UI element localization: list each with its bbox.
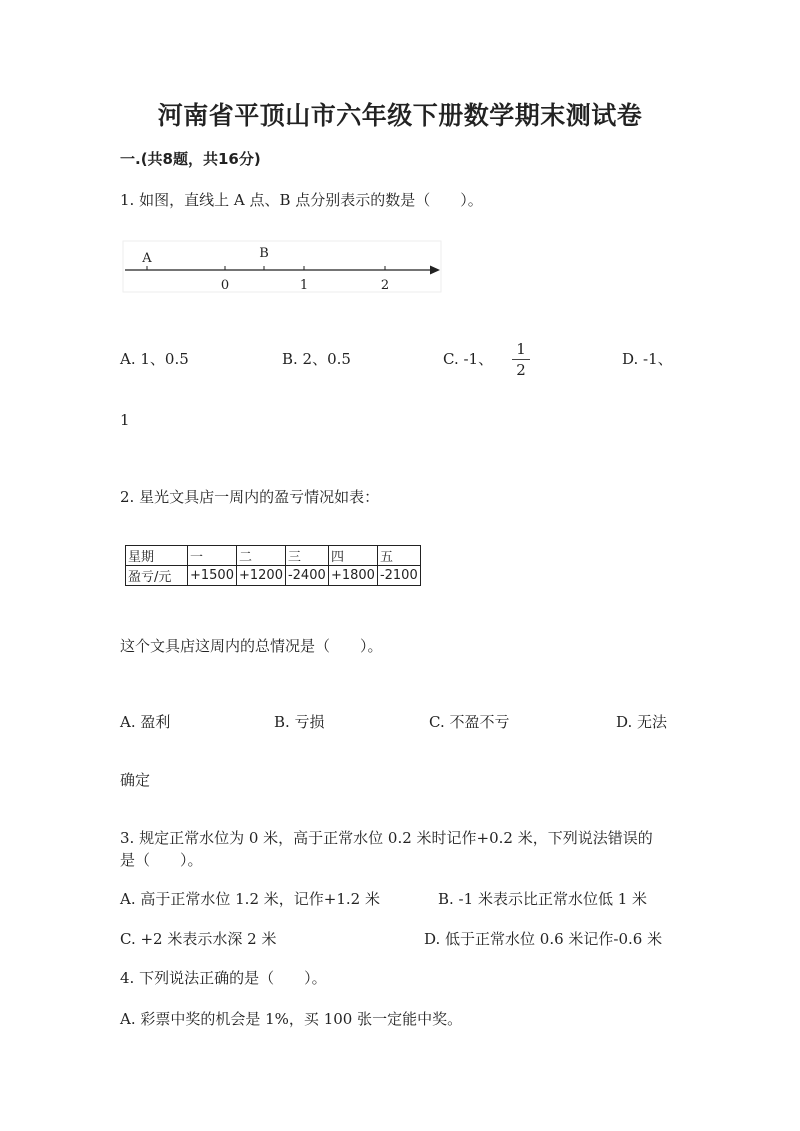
q2-option-b: B. 亏损	[274, 713, 325, 731]
q1-stem: 1. 如图，直线上 A 点、B 点分别表示的数是（ ）。	[120, 191, 483, 209]
fraction-numerator: 1	[516, 340, 526, 358]
q3-option-d: D. 低于正常水位 0.6 米记作-0.6 米	[424, 930, 663, 948]
number-line-figure	[122, 240, 444, 294]
q1-option-b: B. 2、0.5	[282, 350, 351, 368]
point-a-label: A	[142, 251, 152, 266]
q3-option-b: B. -1 米表示比正常水位低 1 米	[438, 890, 648, 908]
table-cell: 盈亏/元	[126, 566, 188, 586]
q2-option-d: D. 无法	[616, 713, 668, 731]
q4-stem: 4. 下列说法正确的是（ ）。	[120, 969, 327, 987]
table-cell: 一	[188, 546, 237, 566]
q1-option-d-continued: 1	[120, 411, 130, 429]
q3-option-c: C. +2 米表示水深 2 米	[120, 930, 277, 948]
q2-stem: 2. 星光文具店一周内的盈亏情况如表：	[120, 488, 380, 506]
q2-option-a: A. 盈利	[120, 713, 171, 731]
page-title: 河南省平顶山市六年级下册数学期末测试卷	[157, 101, 643, 130]
fraction-denominator: 2	[516, 361, 526, 379]
q2-option-c: C. 不盈不亏	[429, 713, 510, 731]
q3-option-a: A. 高于正常水位 1.2 米，记作+1.2 米	[120, 890, 380, 908]
number-line-arrow	[430, 266, 440, 275]
table-row	[126, 546, 421, 566]
q3-stem-line1: 3. 规定正常水位为 0 米，高于正常水位 0.2 米时记作+0.2 米，下列说法错误的	[120, 829, 653, 847]
table-cell: 四	[328, 546, 377, 566]
q3-stem-line2: 是（ ）。	[120, 851, 203, 869]
q4-option-a: A. 彩票中奖的机会是 1%，买 100 张一定能中奖。	[120, 1010, 463, 1028]
table-cell: -2100	[377, 566, 420, 586]
q1-option-c: C. -1、	[443, 350, 494, 368]
table-row	[126, 566, 421, 586]
q2-question: 这个文具店这周内的总情况是（ ）。	[120, 637, 383, 655]
table-cell: 五	[377, 546, 420, 566]
table-cell: +1200	[236, 566, 285, 586]
point-b-label: B	[259, 246, 269, 261]
q1-option-a: A. 1、0.5	[120, 350, 189, 368]
tick-label-2: 2	[380, 278, 390, 293]
section-heading: 一.(共8题，共16分)	[120, 150, 261, 168]
table-cell: +1800	[328, 566, 377, 586]
q1-option-d: D. -1、	[622, 350, 673, 368]
tick-label-1: 1	[299, 278, 309, 293]
table-cell: +1500	[188, 566, 237, 586]
q1-option-c-fraction	[512, 340, 530, 379]
q2-option-d-continued: 确定	[120, 771, 151, 789]
table-cell: 星期	[126, 546, 188, 566]
fraction-bar	[512, 359, 530, 360]
table-cell: -2400	[285, 566, 328, 586]
tick-label-0: 0	[220, 278, 230, 293]
table-cell: 二	[236, 546, 285, 566]
table-cell: 三	[285, 546, 328, 566]
profit-loss-table	[125, 545, 421, 586]
